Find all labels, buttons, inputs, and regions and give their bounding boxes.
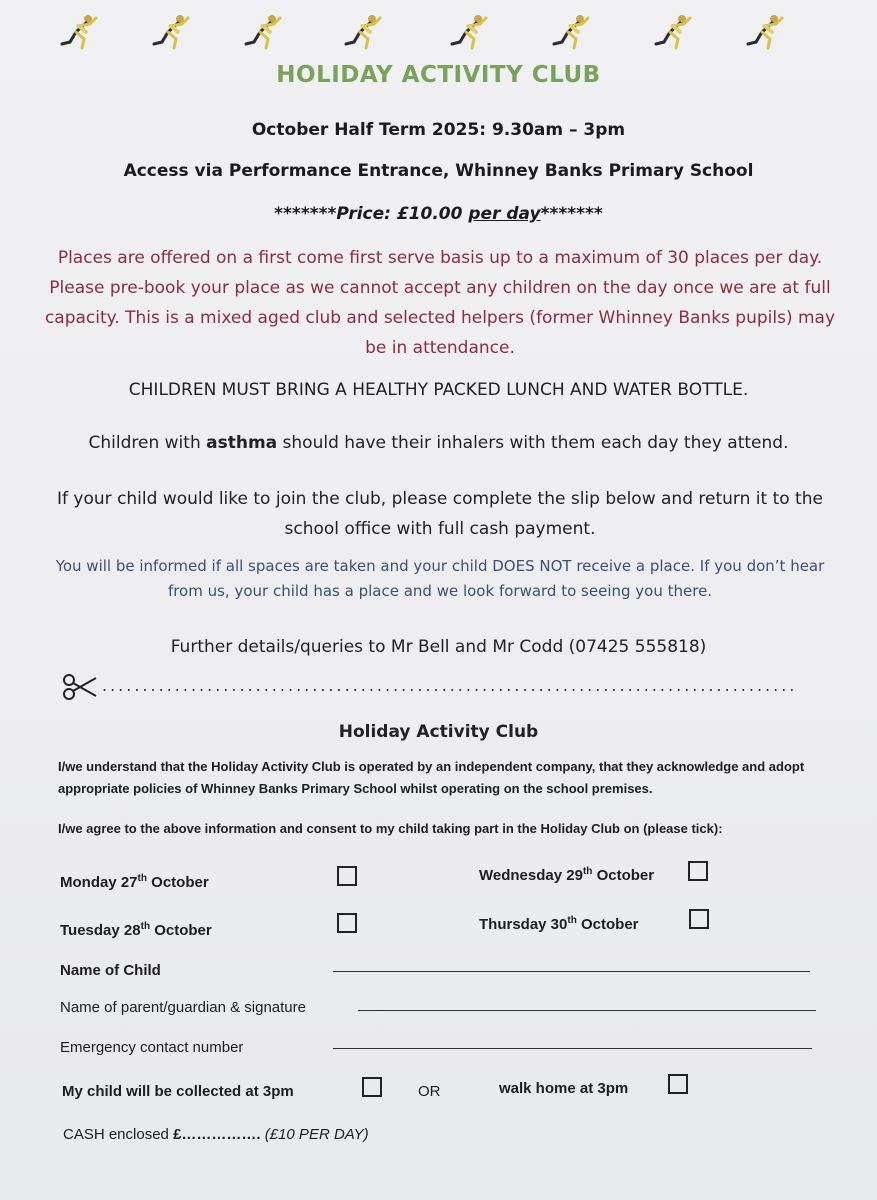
consent-paragraph: I/we agree to the above information and consent to my child taking part in the Holiday Club on (please tick): — [58, 821, 723, 836]
price-suffix: ******* — [540, 204, 603, 224]
collected-label: My child will be collected at 3pm — [62, 1083, 294, 1100]
runner-icon — [148, 12, 192, 52]
dates-line: October Half Term 2025: 9.30am – 3pm — [251, 120, 626, 140]
lunch-notice: CHILDREN MUST BRING A HEALTHY PACKED LUNCH AND WATER BOTTLE. — [128, 380, 749, 400]
cash-note: (£10 PER DAY) — [260, 1126, 369, 1143]
dotted-cut-line: ...................................................................................... — [102, 676, 798, 695]
asthma-notice — [0, 433, 877, 453]
price-prefix: *******Price: £10.00 — [274, 204, 469, 224]
checkbox-collected[interactable] — [362, 1077, 382, 1097]
runner-icon — [548, 12, 592, 52]
emergency-contact-label: Emergency contact number — [60, 1039, 244, 1056]
asthma-pre: Children with — [88, 433, 207, 453]
cash-line — [63, 1126, 369, 1143]
cut-line — [62, 672, 842, 704]
price-per-day: per day — [468, 204, 541, 224]
checkbox-thursday[interactable] — [689, 909, 709, 929]
access-line: Access via Performance Entrance, Whinney Banks Primary School — [123, 161, 754, 181]
child-name-label: Name of Child — [60, 962, 161, 979]
emergency-contact-field[interactable] — [333, 1048, 812, 1049]
checkbox-wednesday[interactable] — [688, 861, 708, 881]
slip-instructions: If your child would like to join the club, please complete the slip below and return it to the school office with full cash payment. — [57, 489, 823, 539]
parent-signature-field[interactable] — [358, 1010, 816, 1011]
place-notice: You will be informed if all spaces are taken and your child DOES NOT receive a place. If you don’t hear from us, your child has a place and we look forward to seeing you there. — [55, 557, 825, 600]
form-title: Holiday Activity Club — [338, 722, 539, 742]
runner-icon — [446, 12, 490, 52]
day-label-monday: Monday 27th October — [60, 873, 209, 891]
or-label: OR — [418, 1083, 441, 1100]
day-label-wednesday: Wednesday 29th October — [479, 866, 655, 884]
runner-icon — [742, 12, 786, 52]
checkbox-walk-home[interactable] — [668, 1074, 688, 1094]
child-name-field[interactable] — [333, 971, 810, 972]
runner-icon — [340, 12, 384, 52]
scissors-icon — [62, 672, 98, 702]
day-label-thursday: Thursday 30th October — [479, 915, 639, 933]
runner-icon — [650, 12, 694, 52]
parent-signature-label: Name of parent/guardian & signature — [60, 999, 306, 1016]
cash-label: CASH enclosed — [63, 1126, 174, 1143]
page-title: HOLIDAY ACTIVITY CLUB — [276, 62, 601, 88]
checkbox-tuesday[interactable] — [337, 913, 357, 933]
runner-icon — [56, 12, 100, 52]
terms-paragraph: I/we understand that the Holiday Activity Club is operated by an independent company, that they acknowledge and adopt appropriate policies of Whinney Banks Primary School whilst operating on the school premises. — [58, 759, 805, 796]
places-paragraph: Places are offered on a first come first serve basis up to a maximum of 30 places per day. Please pre-book your place as we cannot accept any children on the day once we are at full capacity. This is a mixed aged club and selected helpers (former Whinney Banks pupils) may be in attendance. — [44, 248, 836, 358]
day-label-tuesday: Tuesday 28th October — [60, 921, 212, 939]
asthma-post: should have their inhalers with them each day they attend. — [277, 433, 789, 453]
asthma-bold: asthma — [206, 433, 278, 453]
price-line — [0, 204, 877, 224]
checkbox-monday[interactable] — [337, 866, 357, 886]
contact-details: Further details/queries to Mr Bell and Mr Codd (07425 555818) — [170, 637, 707, 657]
walk-home-label: walk home at 3pm — [499, 1080, 629, 1097]
cash-amount-field[interactable]: £……………. — [173, 1126, 261, 1143]
runner-icon — [240, 12, 284, 52]
